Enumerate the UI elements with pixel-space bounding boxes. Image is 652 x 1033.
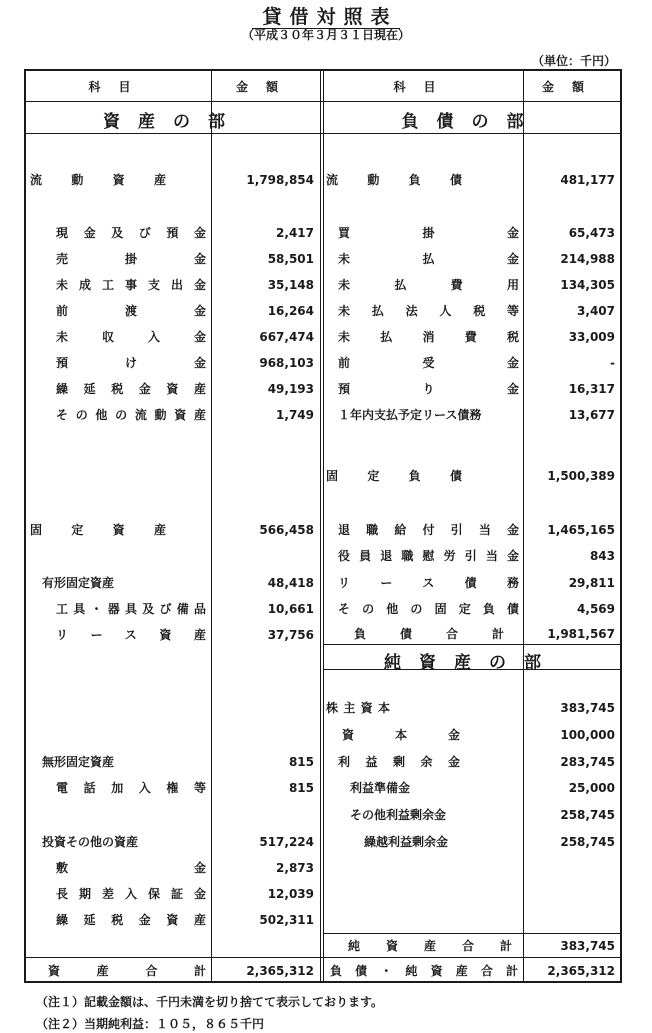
- liability-row: [324, 168, 620, 192]
- asset-value: 502,311: [259, 913, 314, 927]
- liability-value: 481,177: [560, 173, 615, 187]
- net-asset-row: [324, 696, 620, 720]
- liability-value: 65,473: [568, 226, 615, 240]
- asset-row: [26, 325, 320, 349]
- asset-label: 無形固定資産: [42, 755, 115, 769]
- asset-label: 預け金: [56, 356, 206, 370]
- header-amount-left: 金額: [235, 80, 296, 94]
- liability-value: 33,009: [568, 330, 615, 344]
- liability-label: 未払金: [338, 252, 519, 266]
- liability-value: 3,407: [577, 304, 615, 318]
- asset-value: 1,798,854: [246, 173, 314, 187]
- asset-value: 37,756: [267, 628, 314, 642]
- net-asset-label: 利益準備金: [350, 781, 411, 795]
- asset-row: [26, 908, 320, 932]
- note-1: （注１）記載金額は、千円未満を切り捨てて表示しております。: [36, 995, 384, 1009]
- grand-total-value: 2,365,312: [547, 964, 615, 978]
- net-assets-total-label: 純資産合計: [348, 939, 512, 953]
- asset-value: 10,661: [267, 602, 314, 616]
- asset-value: 517,224: [259, 835, 314, 849]
- asset-value: 12,039: [267, 887, 314, 901]
- asset-row: [26, 518, 320, 542]
- liability-row: [324, 403, 620, 427]
- asset-value: 968,103: [259, 356, 314, 370]
- asset-value: 815: [288, 781, 314, 795]
- liab-total-rule: [323, 644, 620, 645]
- asset-row: [26, 273, 320, 297]
- asset-label: 流動資産: [30, 173, 166, 187]
- asset-label: リース資産: [56, 628, 206, 642]
- assets-total-row: [26, 959, 320, 983]
- asset-label: 固定資産: [30, 523, 166, 537]
- asset-label: その他の流動資産: [56, 408, 206, 422]
- section-rule: [26, 133, 620, 134]
- liability-label: その他の固定負債: [338, 602, 519, 616]
- grand-total-row: [324, 959, 620, 983]
- asset-value: 1,749: [276, 408, 314, 422]
- unit-label: （単位：千円）: [531, 54, 616, 68]
- net-asset-label: 繰越利益剰余金: [364, 835, 449, 849]
- asset-value: 2,873: [276, 861, 314, 875]
- header-subject-right: 科目: [393, 80, 454, 94]
- section-assets: 資産の部: [103, 112, 243, 132]
- net-asset-label: 資本金: [342, 728, 460, 742]
- asset-row: [26, 571, 320, 595]
- asset-row: [26, 776, 320, 800]
- liability-row: [324, 247, 620, 271]
- liability-row: [324, 544, 620, 568]
- liability-label: 預り金: [338, 382, 519, 396]
- liability-label: リース債務: [338, 576, 519, 590]
- asset-label: 前渡金: [56, 304, 206, 318]
- asset-value: 58,501: [267, 252, 314, 266]
- asset-label: 電話加入権等: [56, 781, 206, 795]
- asset-value: 2,417: [276, 226, 314, 240]
- asset-label: 現金及び預金: [56, 226, 206, 240]
- header-amount-right: 金額: [541, 80, 602, 94]
- liability-value: 214,988: [560, 252, 615, 266]
- net-asset-row: [324, 803, 620, 827]
- asset-row: [26, 351, 320, 375]
- asset-row: [26, 882, 320, 906]
- grand-total-label: 負債・純資産合計: [330, 964, 518, 978]
- section-liabilities: 負債の部: [401, 112, 542, 132]
- liability-label: 未払消費税: [338, 330, 519, 344]
- liability-value: 1,465,165: [547, 523, 615, 537]
- net-asset-value: 383,745: [560, 701, 615, 715]
- liability-value: 4,569: [577, 602, 615, 616]
- asset-label: 売掛金: [56, 252, 206, 266]
- header-subject-left: 科目: [88, 80, 149, 94]
- liability-row: [324, 464, 620, 488]
- liability-value: -: [610, 356, 615, 370]
- asset-label: 未成工事支出金: [56, 278, 206, 292]
- net-asset-row: [324, 750, 620, 774]
- liability-row: [324, 351, 620, 375]
- net-asset-value: 258,745: [560, 835, 615, 849]
- liability-label: 流動負債: [326, 173, 462, 187]
- liability-value: 1,500,389: [547, 469, 615, 483]
- asset-label: 長期差入保証金: [56, 887, 206, 901]
- net-asset-value: 258,745: [560, 808, 615, 822]
- document-title: 貸借対照表: [0, 2, 652, 29]
- liability-label: 未払費用: [338, 278, 519, 292]
- net-asset-label: その他利益剰余金: [350, 808, 447, 822]
- asset-value: 48,418: [267, 576, 314, 590]
- liability-value: 29,811: [568, 576, 615, 590]
- asset-label: 有形固定資産: [42, 576, 115, 590]
- net-asset-row: [324, 723, 620, 747]
- asset-value: 16,264: [267, 304, 314, 318]
- asset-label: 未収入金: [56, 330, 206, 344]
- liability-row: [324, 299, 620, 323]
- asset-row: [26, 168, 320, 192]
- liability-label: 固定負債: [326, 469, 462, 483]
- net-asset-value: 283,745: [560, 755, 615, 769]
- liability-row: [324, 325, 620, 349]
- liabilities-total-row: [324, 624, 620, 644]
- net-asset-value: 25,000: [568, 781, 615, 795]
- balance-sheet-table: [24, 69, 622, 983]
- asset-value: 49,193: [267, 382, 314, 396]
- asset-value: 815: [288, 755, 314, 769]
- asset-value: 667,474: [259, 330, 314, 344]
- asset-row: [26, 623, 320, 647]
- net-assets-total-value: 383,745: [560, 939, 615, 953]
- liability-value: 843: [589, 549, 615, 563]
- assets-total-value: 2,365,312: [246, 964, 314, 978]
- asset-value: 566,458: [259, 523, 314, 537]
- grand-total-rule: [26, 957, 620, 958]
- asset-label: 繰延税金資産: [56, 382, 206, 396]
- asset-row: [26, 221, 320, 245]
- liabilities-total-value: 1,981,567: [547, 627, 615, 641]
- asset-value: 35,148: [267, 278, 314, 292]
- liability-label: １年内支払予定リース債務: [338, 408, 482, 422]
- asset-row: [26, 403, 320, 427]
- liability-row: [324, 273, 620, 297]
- net-asset-value: 100,000: [560, 728, 615, 742]
- liability-value: 134,305: [560, 278, 615, 292]
- document-date: （平成３０年３月３１日現在）: [241, 28, 410, 42]
- asset-row: [26, 299, 320, 323]
- asset-row: [26, 597, 320, 621]
- liability-label: 退職給付引当金: [338, 523, 519, 537]
- liability-row: [324, 518, 620, 542]
- liability-row: [324, 597, 620, 621]
- net-asset-row: [324, 830, 620, 854]
- net-asset-row: [324, 776, 620, 800]
- asset-row: [26, 856, 320, 880]
- asset-row: [26, 247, 320, 271]
- net-asset-label: 利益剰余金: [338, 755, 460, 769]
- liability-label: 買掛金: [338, 226, 519, 240]
- net-total-rule: [323, 933, 620, 934]
- liability-label: 役員退職慰労引当金: [338, 549, 519, 563]
- header-rule: [26, 101, 620, 102]
- liability-label: 未払法人税等: [338, 304, 519, 318]
- assets-total-label: 資産合計: [48, 964, 206, 978]
- liabilities-total-label: 負債合計: [354, 627, 504, 641]
- liability-value: 16,317: [568, 382, 615, 396]
- liability-label: 前受金: [338, 356, 519, 370]
- liability-value: 13,677: [568, 408, 615, 422]
- asset-label: 敷金: [56, 861, 206, 875]
- asset-label: 繰延税金資産: [56, 913, 206, 927]
- asset-label: 投資その他の資産: [42, 835, 139, 849]
- asset-row: [26, 750, 320, 774]
- asset-row: [26, 830, 320, 854]
- asset-label: 工具・器具及び備品: [56, 602, 206, 616]
- col-divider-center-a: [320, 71, 321, 981]
- note-2: （注２）当期純利益：１０５，８６５千円: [36, 1017, 265, 1031]
- liability-row: [324, 571, 620, 595]
- net-assets-total-row: [324, 935, 620, 957]
- liability-row: [324, 377, 620, 401]
- net-asset-label: 株主資本: [326, 701, 390, 715]
- liability-row: [324, 221, 620, 245]
- section-net-assets: 純資産の部: [384, 653, 559, 673]
- asset-row: [26, 377, 320, 401]
